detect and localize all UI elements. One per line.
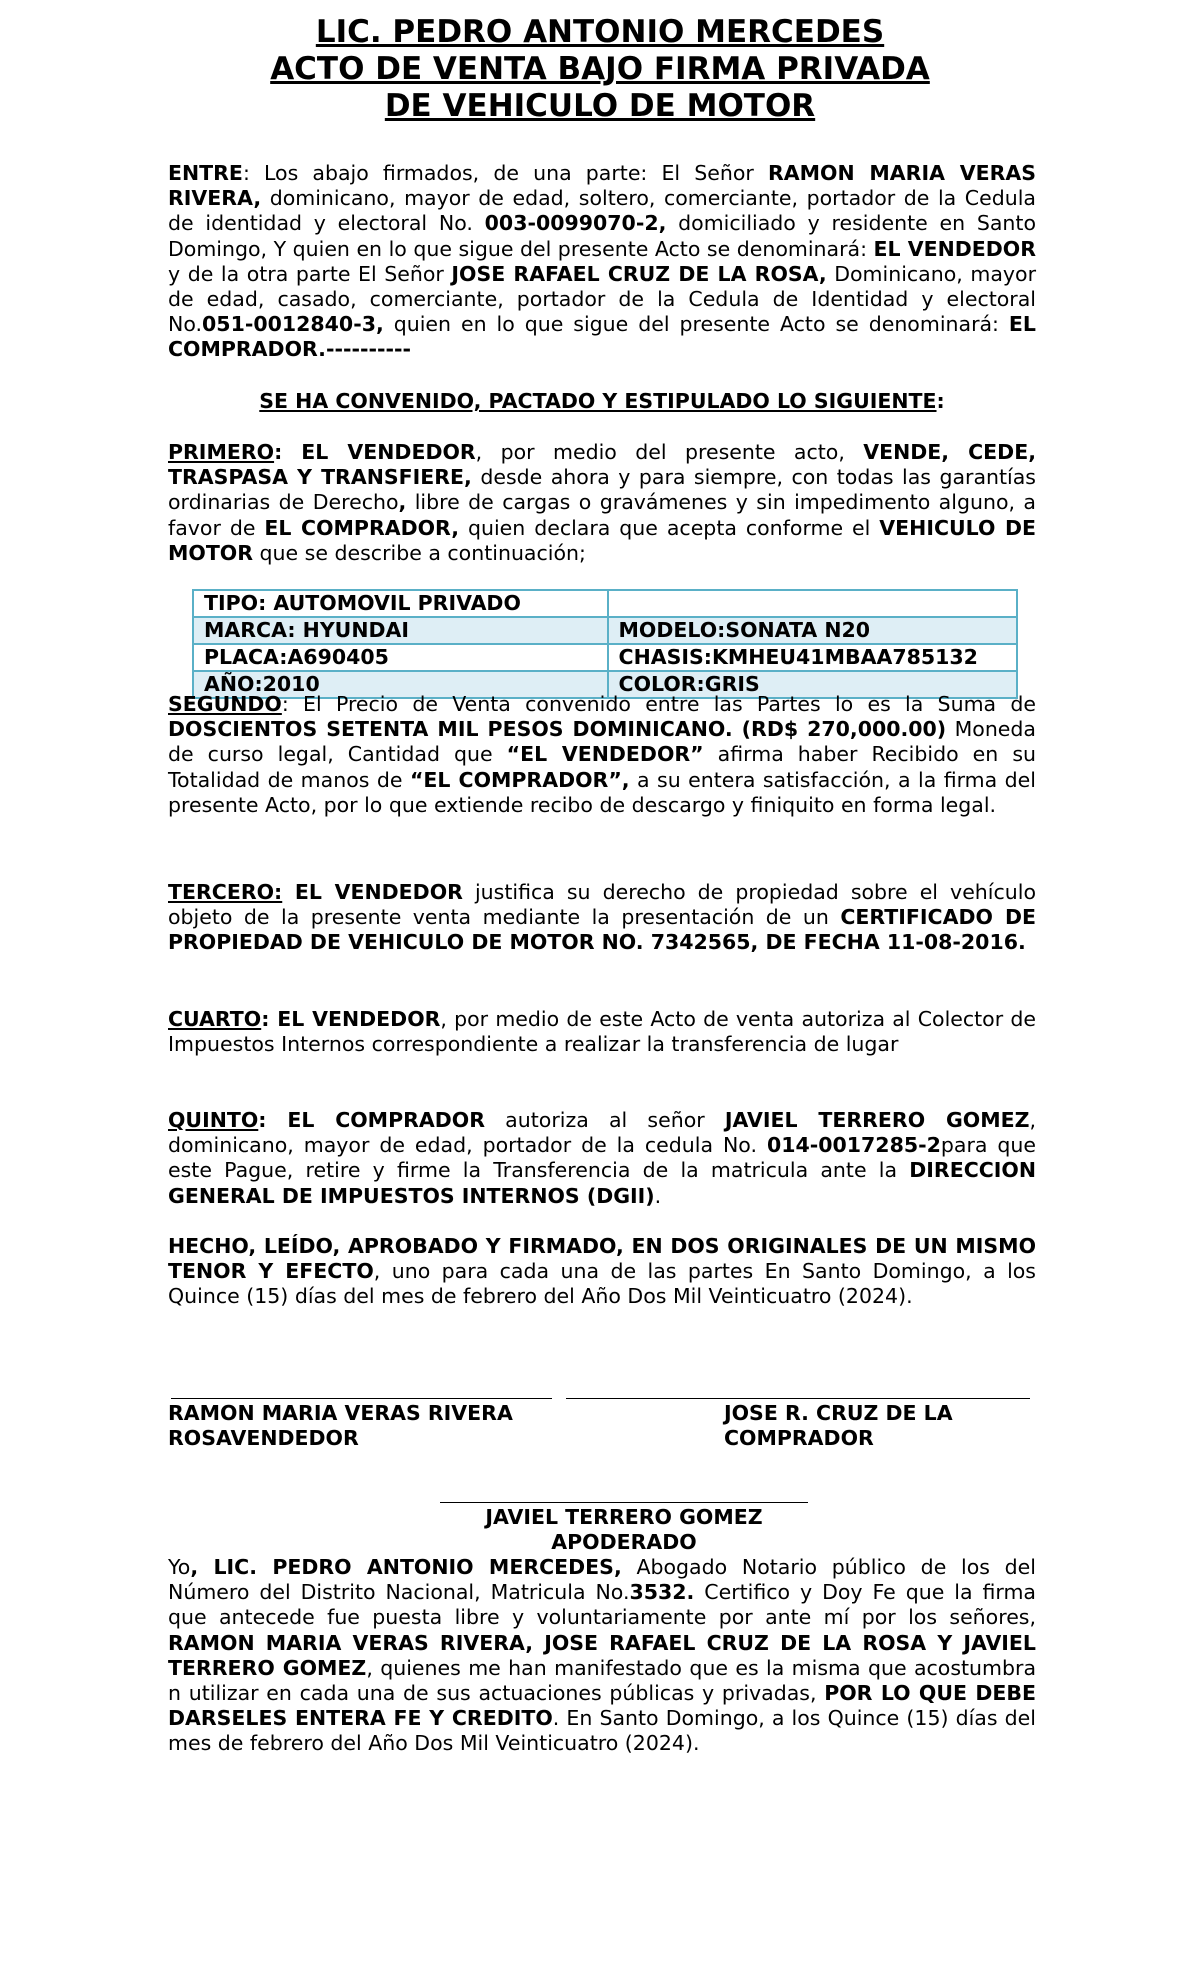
seller-id: 003-0099070-2, bbox=[484, 211, 667, 236]
act-subtitle: DE VEHICULO DE MOTOR bbox=[384, 88, 816, 124]
primero-paragraph: PRIMERO: EL VENDEDOR, por medio del presente acto, VENDE, CEDE, TRASPASA Y TRANSFIERE, desde ahora y para siempre, con todas las garantías ordinarias de Derecho, libre de cargas o gravámenes y sin impedimento alguno, a favor de EL COMPRADOR, quien declara que acepta conforme el VEHICULO DE MOTOR que se describe a continuación; bbox=[168, 440, 1036, 565]
hecho-section bbox=[168, 1234, 1036, 1310]
vehicle-type: TIPO: AUTOMOVIL PRIVADO bbox=[193, 590, 608, 617]
buyer-signature-role: COMPRADOR bbox=[724, 1426, 874, 1451]
agent-name: JAVIEL TERRERO GOMEZ bbox=[724, 1108, 1030, 1132]
agent-signatory bbox=[440, 1505, 808, 1555]
notary-matricula: 3532. bbox=[629, 1580, 695, 1605]
vehicle-year: AÑO:2010 bbox=[193, 671, 608, 698]
table-row bbox=[193, 617, 1017, 644]
segundo-section bbox=[168, 692, 1036, 818]
right-signatory bbox=[724, 1401, 953, 1451]
vehicle-model: MODELO:SONATA N20 bbox=[608, 617, 1017, 644]
vehicle-color: COLOR:GRIS bbox=[608, 671, 1017, 698]
buyer-id: 051-0012840-3, bbox=[202, 312, 384, 337]
notary-section bbox=[168, 1555, 1036, 1757]
primero-label: PRIMERO bbox=[168, 440, 275, 464]
notary-paragraph: Yo, LIC. PEDRO ANTONIO MERCEDES, Abogado Notario público de los del Número del Distrito Nacional, Matricula No.3532. Certifico y Doy Fe que la firma que antecede fue puesta libre y voluntariamente por ante mí por los señores, RAMON MARIA VERAS RIVERA, JOSE RAFAEL CRUZ DE LA ROSA Y JAVIEL TERRERO GOMEZ, quienes me han manifestado que es la misma que acostumbra n utilizar en cada una de sus actuaciones públicas y privadas, POR LO QUE DEBE DARSELES ENTERA FE Y CREDITO. En Santo Domingo, a los Quince (15) días del mes de febrero del Año Dos Mil Veinticuatro (2024). bbox=[168, 1555, 1037, 1756]
tercero-paragraph: TERCERO: EL VENDEDOR justifica su derecho de propiedad sobre el vehículo objeto de la presente venta mediante la presentación de un CERTIFICADO DE PROPIEDAD DE VEHICULO DE MOTOR NO. 7342565, DE FECHA 11-08-2016. bbox=[168, 880, 1037, 955]
entre-section bbox=[168, 161, 1036, 363]
signing-parties: RAMON MARIA VERAS RIVERA, JOSE RAFAEL CRUZ DE LA ROSA Y JAVIEL TERRERO GOMEZ bbox=[168, 1630, 1036, 1680]
agreement-heading: SE HA CONVENIDO, PACTADO Y ESTIPULADO LO SIGUIENTE: bbox=[259, 389, 945, 413]
table-row bbox=[193, 590, 1017, 617]
cuarto-section bbox=[168, 1007, 1036, 1057]
cuarto-paragraph: CUARTO: EL VENDEDOR, por medio de este Acto de venta autoriza al Colector de Impuestos Internos correspondiente a realizar la transferencia de lugar bbox=[168, 1007, 1036, 1057]
vehicle-brand: MARCA: HYUNDAI bbox=[193, 617, 608, 644]
hecho-paragraph: HECHO, LEÍDO, APROBADO Y FIRMADO, EN DOS ORIGINALES DE UN MISMO TENOR Y EFECTO, uno para cada una de las partes En Santo Domingo, a los Quince (15) días del mes de febrero del Año Dos Mil Veinticuatro (2024). bbox=[168, 1234, 1036, 1309]
table-row bbox=[193, 644, 1017, 671]
act-title: ACTO DE VENTA BAJO FIRMA PRIVADA bbox=[270, 51, 930, 87]
vehicle-chassis: CHASIS:KMHEU41MBAA785132 bbox=[608, 644, 1017, 671]
vehicle-plate: PLACA:A690405 bbox=[193, 644, 608, 671]
buyer-role: EL COMPRADOR.---------- bbox=[168, 312, 1036, 362]
agent-signature-role: APODERADO bbox=[551, 1530, 697, 1555]
left-signatory bbox=[168, 1401, 513, 1451]
segundo-label: SEGUNDO bbox=[168, 692, 282, 716]
entre-label: ENTRE bbox=[168, 161, 243, 185]
tercero-section bbox=[168, 880, 1036, 956]
agent-id: 014-0017285-2 bbox=[766, 1133, 941, 1158]
ownership-certificate: CERTIFICADO DE PROPIEDAD DE VEHICULO DE MOTOR NO. 7342565, DE FECHA 11-08-2016. bbox=[168, 905, 1037, 955]
seller-role: EL VENDEDOR bbox=[873, 236, 1036, 261]
quinto-section bbox=[168, 1108, 1036, 1209]
entre-paragraph: ENTRE: Los abajo firmados, de una parte: El Señor RAMON MARIA VERAS RIVERA, dominicano, mayor de edad, soltero, comerciante, portador de la Cedula de identidad y electoral No. 003-0099070-2, domiciliado y residente en Santo Domingo, Y quien en lo que sigue del presente Acto se denominará: EL VENDEDOR y de la otra parte El Señor JOSE RAFAEL CRUZ DE LA ROSA, Dominicano, mayor de edad, casado, comerciante, portador de la Cedula de Identidad y electoral No.051-0012840-3, quien en lo que sigue del presente Acto se denominará: EL COMPRADOR.---------- bbox=[168, 161, 1036, 362]
right-signature-line bbox=[566, 1398, 1030, 1399]
segundo-paragraph: SEGUNDO: El Precio de Venta convenido entre las Partes lo es la Suma de DOSCIENTOS SETENTA MIL PESOS DOMINICANO. (RD$ 270,000.00) Moneda de curso legal, Cantidad que “EL VENDEDOR” afirma haber Recibido en su Totalidad de manos de “EL COMPRADOR”, a su entera satisfacción, a la firma del presente Acto, por lo que extiende recibo de descargo y finiquito en forma legal. bbox=[168, 692, 1036, 817]
quinto-paragraph: QUINTO: EL COMPRADOR autoriza al señor JAVIEL TERRERO GOMEZ, dominicano, mayor de edad, portador de la cedula No. 014-0017285-2para que este Pague, retire y firme la Transferencia de la matricula ante la DIRECCION GENERAL DE IMPUESTOS INTERNOS (DGII). bbox=[168, 1108, 1037, 1208]
seller-signature-role: ROSAVENDEDOR bbox=[168, 1426, 359, 1451]
seller-signature-name: RAMON MARIA VERAS RIVERA bbox=[168, 1401, 513, 1425]
buyer-signature-name: JOSE R. CRUZ DE LA bbox=[724, 1401, 953, 1425]
agent-signature-name: JAVIEL TERRERO GOMEZ bbox=[485, 1505, 763, 1529]
tercero-label: TERCERO: bbox=[168, 880, 283, 904]
left-signature-line bbox=[171, 1398, 552, 1399]
seller-name: RAMON MARIA VERAS RIVERA, bbox=[168, 161, 1036, 211]
vehicle-table bbox=[192, 589, 1018, 699]
buyer-name: JOSE RAFAEL CRUZ DE LA ROSA, bbox=[451, 261, 827, 286]
agent-signature-line bbox=[440, 1502, 808, 1503]
document-header bbox=[0, 14, 1200, 125]
primero-section bbox=[168, 440, 1036, 566]
quinto-label: QUINTO bbox=[168, 1108, 259, 1132]
vehicle-empty-cell bbox=[608, 590, 1017, 617]
sale-amount: DOSCIENTOS SETENTA MIL PESOS DOMINICANO. (RD$ 270,000.00) bbox=[168, 717, 947, 742]
notary-name: , LIC. PEDRO ANTONIO MERCEDES, bbox=[190, 1555, 622, 1579]
notary-title: LIC. PEDRO ANTONIO MERCEDES bbox=[315, 14, 885, 50]
cuarto-label: CUARTO bbox=[168, 1007, 262, 1031]
